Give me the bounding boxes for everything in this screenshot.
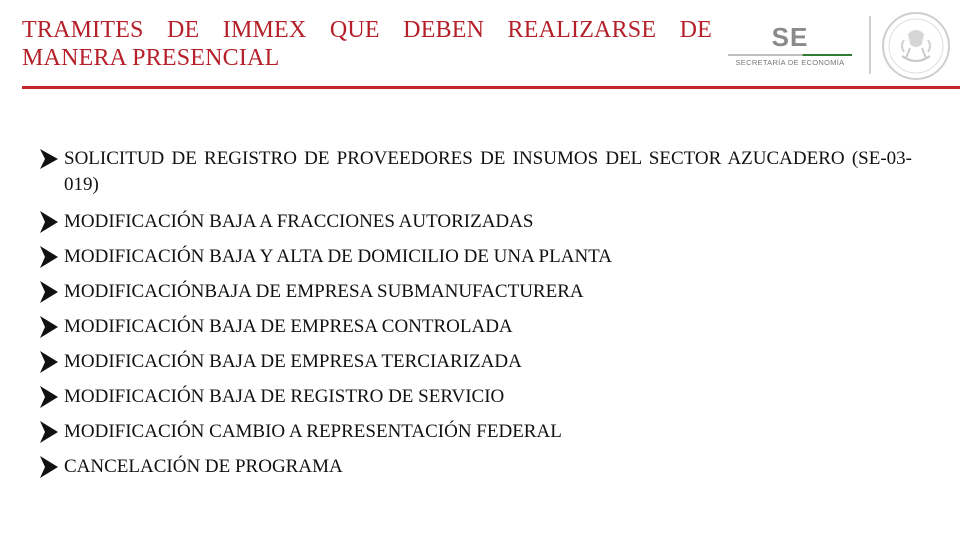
arrowhead-bullet-icon: [36, 420, 62, 446]
list-item: [36, 315, 912, 339]
header-divider: [869, 16, 871, 74]
list-item-text: MODIFICACIÓNBAJA DE EMPRESA SUBMANUFACTURERA: [64, 281, 584, 302]
list-item: [36, 210, 912, 234]
list-item: [36, 385, 912, 409]
logo-subtitle: SECRETARÍA DE ECONOMÍA: [735, 58, 845, 67]
arrowhead-bullet-icon: [36, 315, 62, 341]
arrowhead-bullet-icon: [36, 455, 62, 481]
arrowhead-bullet-icon: [36, 280, 62, 306]
arrowhead-bullet-icon: [36, 350, 62, 376]
list-item: [36, 420, 912, 444]
list-item-text: CANCELACIÓN DE PROGRAMA: [64, 456, 343, 477]
list-item-text: SOLICITUD DE REGISTRO DE PROVEEDORES DE INSUMOS DEL SECTOR AZUCADERO (SE-03-019): [64, 148, 912, 195]
list-item-text: MODIFICACIÓN BAJA DE EMPRESA CONTROLADA: [64, 316, 513, 337]
list-item: [36, 280, 912, 304]
list-item: [36, 455, 912, 479]
list-item-text: MODIFICACIÓN BAJA DE EMPRESA TERCIARIZADA: [64, 351, 522, 372]
list-item: [36, 350, 912, 374]
procedure-list: [36, 146, 912, 490]
arrowhead-bullet-icon: [36, 385, 62, 411]
arrowhead-bullet-icon: [36, 245, 62, 271]
list-item-text: MODIFICACIÓN CAMBIO A REPRESENTACIÓN FEDERAL: [64, 421, 562, 442]
secretaria-economia-logo: [728, 20, 852, 70]
header-rule: [22, 86, 960, 89]
mexican-coat-of-arms-icon: [880, 10, 952, 82]
list-item-text: MODIFICACIÓN BAJA DE REGISTRO DE SERVICIO: [64, 386, 505, 407]
list-item: [36, 245, 912, 269]
list-item-text: MODIFICACIÓN BAJA A FRACCIONES AUTORIZADAS: [64, 211, 534, 232]
logo-abbreviation: SE: [771, 22, 809, 52]
arrowhead-bullet-icon: [36, 210, 62, 236]
list-item-text: MODIFICACIÓN BAJA Y ALTA DE DOMICILIO DE UNA PLANTA: [64, 246, 612, 267]
page-title: TRAMITES DE IMMEX QUE DEBEN REALIZARSE DE MANERA PRESENCIAL: [22, 17, 712, 71]
list-item: [36, 146, 912, 198]
logo-bar: [728, 54, 852, 56]
arrowhead-bullet-icon: [36, 146, 62, 172]
